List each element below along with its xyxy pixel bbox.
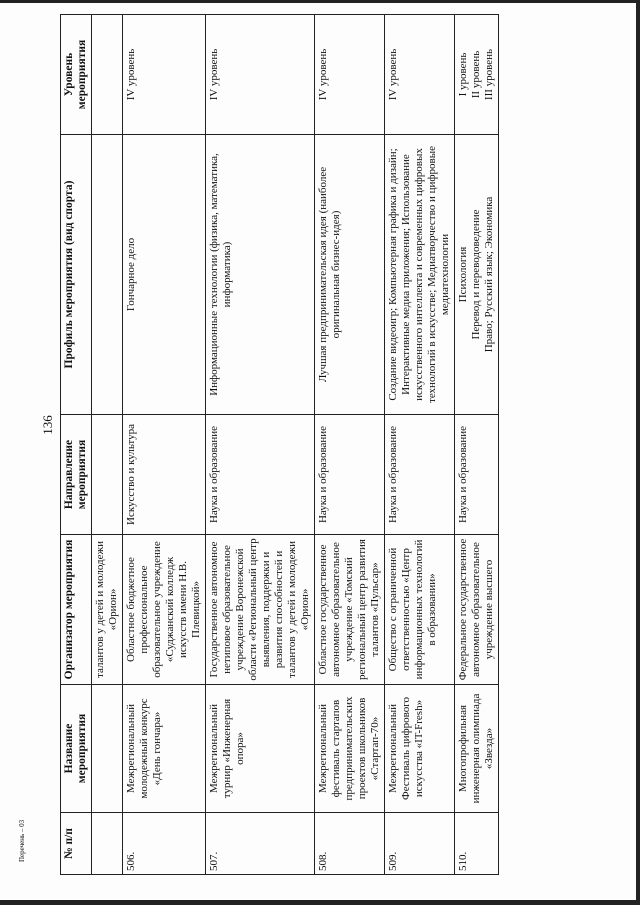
cell-organizer: Областное бюджетное профессиональное образовательное учреждение «Суджанский колледж искусств имени Н.В. Плевицкой» — [123, 535, 206, 685]
header-profile: Профиль мероприятия (вид спорта) — [61, 135, 92, 415]
cell-name: Многопрофильная инженерная олимпиада «Звезда» — [455, 685, 499, 813]
cell-organizer: Государственное автономное нетиповое образовательное учреждение Воронежской области «Региональный центр выявления, поддержки и развития способностей и талантов у детей и молодежи «Орион» — [206, 535, 315, 685]
cell-num: 509. — [385, 813, 455, 875]
continuation-row — [92, 15, 123, 875]
cell-level: IV уровень — [123, 15, 206, 135]
cell-level: IV уровень — [206, 15, 315, 135]
cell-name: Межрегиональный Фестиваль цифрового искусства «IT-Fresh» — [385, 685, 455, 813]
cell-organizer: Федеральное государственное автономное образовательное учреждение высшего — [455, 535, 499, 685]
cell-direction: Наука и образование — [385, 415, 455, 535]
events-table — [60, 14, 499, 875]
table-row — [455, 15, 499, 875]
cell-num: 508. — [315, 813, 385, 875]
cell-name: Межрегиональный турнир «Инженерная опора» — [206, 685, 315, 813]
rotated-document — [40, 15, 590, 875]
cell-num: 507. — [206, 813, 315, 875]
table-row — [123, 15, 206, 875]
table-header-row — [61, 15, 92, 875]
table-row — [315, 15, 385, 875]
scan-edge-top — [0, 0, 640, 3]
table-row — [206, 15, 315, 875]
cell-profile: Создание видеоигр; Компьютерная графика и дизайн; Интерактивные медиа приложения; Использование искусственного интеллекта и современных цифровых технологий в искусстве; Медиатворчество и цифровые медиатехнологии — [385, 135, 455, 415]
cell-profile: Информационные технологии (физика, математика, информатика) — [206, 135, 315, 415]
cell-organizer: Областное государственное автономное образовательное учреждение «Томский региональный центр развития талантов «Пульсар» — [315, 535, 385, 685]
header-name: Название мероприятия — [61, 685, 92, 813]
cell-direction: Наука и образование — [455, 415, 499, 535]
cell-direction: Искусство и культура — [123, 415, 206, 535]
header-level: Уровень мероприятия — [61, 15, 92, 135]
table-row — [385, 15, 455, 875]
header-num: № п/п — [61, 813, 92, 875]
cell-profile: Гончарное дело — [123, 135, 206, 415]
continuation-organizer: талантов у детей и молодежи «Орион» — [92, 535, 123, 685]
cell-profile: Психология Перевод и переводоведение Право; Русский язык; Экономика — [455, 135, 499, 415]
page-number: 136 — [40, 415, 55, 435]
cell-organizer: Общество с ограниченной ответственностью «Центр информационных технологий в образовании» — [385, 535, 455, 685]
header-direction: Направление мероприятия — [61, 415, 92, 535]
cell-direction: Наука и образование — [206, 415, 315, 535]
cell-level: IV уровень — [315, 15, 385, 135]
cell-profile: Лучшая предпринимательская идея (наиболее оригинальная бизнес-идея) — [315, 135, 385, 415]
cell-level: IV уровень — [385, 15, 455, 135]
cell-num: 506. — [123, 813, 206, 875]
cell-name: Межрегиональный фестиваль стартапов предпринимательских проектов школьников «Стартап-70» — [315, 685, 385, 813]
cell-level: I уровень II уровень III уровень — [455, 15, 499, 135]
footer-note: Перечень – 03 — [18, 819, 26, 862]
scan-edge-bottom — [0, 900, 640, 905]
scan-edge-right — [636, 0, 640, 905]
header-organizer: Организатор мероприятия — [61, 535, 92, 685]
cell-direction: Наука и образование — [315, 415, 385, 535]
cell-num: 510. — [455, 813, 499, 875]
cell-name: Межрегиональный молодежный конкурс «День гончара» — [123, 685, 206, 813]
